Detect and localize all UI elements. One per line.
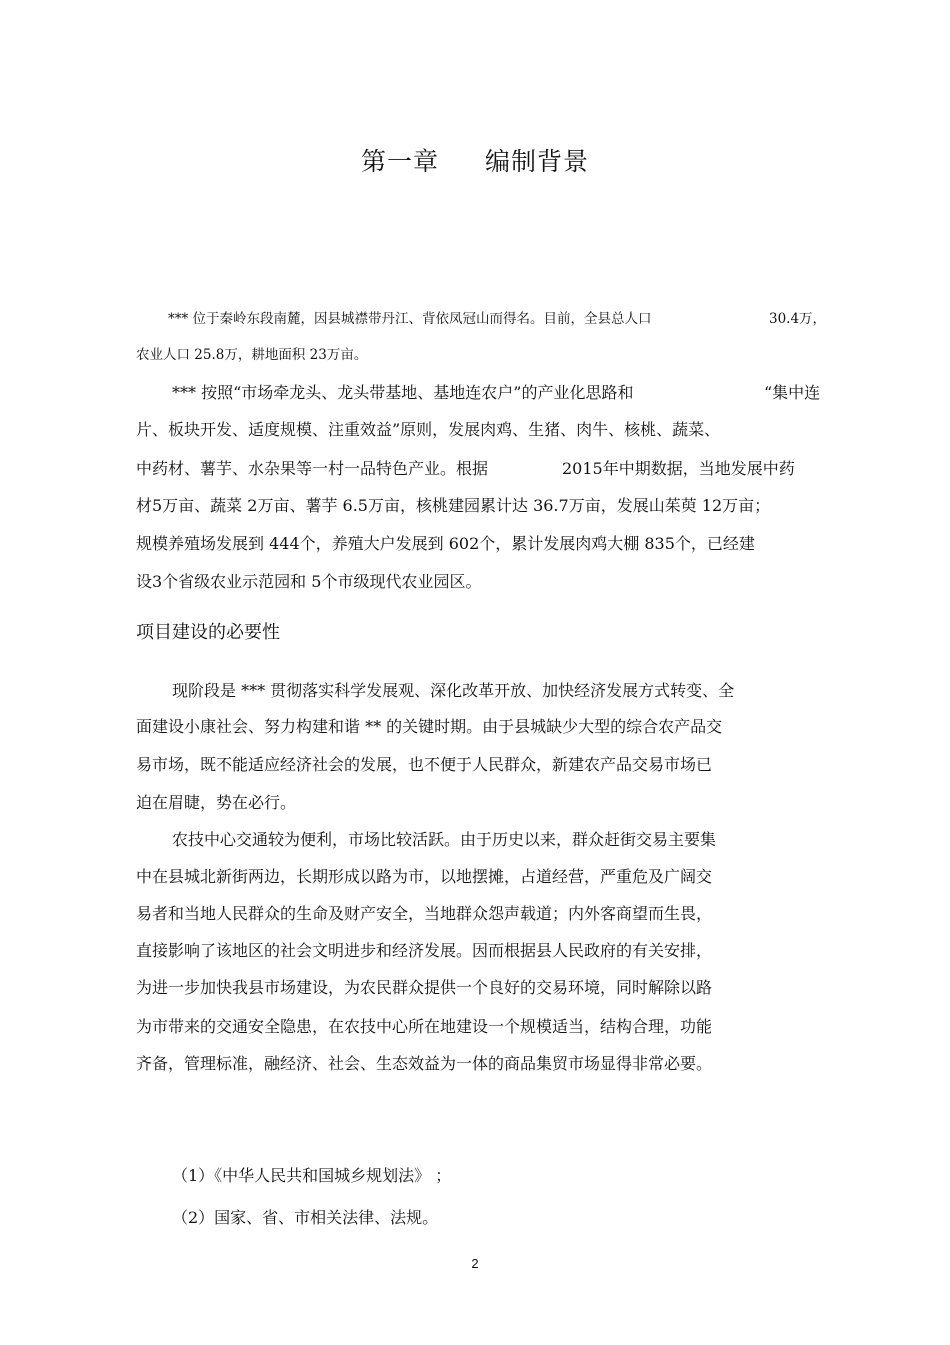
chapter-name: 编制背景 <box>485 147 590 176</box>
section-para1-line: 面建设小康社会、努力构建和谐 ** 的关键时期。由于县城缺少大型的综合农产品交 <box>136 717 723 736</box>
para2-line-6: 设3个省级农业示范园和 5个市级现代农业园区。 <box>136 572 482 591</box>
para2-line-1a: *** 按照“市场牵龙头、龙头带基地、基地连农户”的产业化思路和 <box>172 383 634 402</box>
section-para1-line: 易市场，既不能适应经济社会的发展，也不便于人民群众，新建农产品交易市场已 <box>136 755 713 774</box>
page-number: 2 <box>471 1256 479 1271</box>
para2-line-1b: “集中连 <box>764 383 821 402</box>
para2-line-3a: 中药材、薯芋、水杂果等一村一品特色产业。根据 <box>136 459 489 478</box>
section-para2-line: 为市带来的交通安全隐患，在农技中心所在地建设一个规模适当，结构合理，功能 <box>136 1017 713 1036</box>
para2-line-5: 规模养殖场发展到 444个，养殖大户发展到 602个，累计发展肉鸡大棚 835个，已经建 <box>136 534 755 553</box>
section-para2-line: 为进一步加快我县市场建设，为农民群众提供一个良好的交易环境，同时解除以路 <box>136 978 713 997</box>
section-para2-line: 中在县城北新街两边，长期形成以路为市，以地摆摊，占道经营，严重危及广阔交 <box>136 867 713 886</box>
section-heading: 项目建设的必要性 <box>136 622 280 643</box>
para2-line-2: 片、板块开发、适度规模、注重效益”原则，发展肉鸡、生猪、肉牛、核桃、蔬菜、 <box>136 420 721 439</box>
reference-item: （2）国家、省、市相关法律、法规。 <box>172 1208 439 1227</box>
section-para2-line: 易者和当地人民群众的生命及财产安全，当地群众怨声载道；内外客商望而生畏， <box>136 904 713 923</box>
section-para2-line: 直接影响了该地区的社会文明进步和经济发展。因而根据县人民政府的有关安排， <box>136 941 713 960</box>
intro-line-1b: 30.4万， <box>769 311 827 327</box>
section-para1-line: 迫在眉睫，势在必行。 <box>136 793 297 812</box>
reference-item: （1）《中华人民共和国城乡规划法》 ； <box>172 1166 452 1185</box>
section-para1-line: 现阶段是 *** 贯彻落实科学发展观、深化改革开放、加快经济发展方式转变、全 <box>172 681 735 700</box>
chapter-title <box>0 142 950 178</box>
section-para2-line: 农技中心交通较为便利，市场比较活跃。由于历史以来，群众赶街交易主要集 <box>172 830 717 849</box>
intro-line-2: 农业人口 25.8万，耕地面积 23万亩。 <box>136 347 368 363</box>
para2-line-4: 材5万亩、蔬菜 2万亩、薯芋 6.5万亩，核桃建园累计达 36.7万亩，发展山茱萸 12万亩； <box>136 496 771 515</box>
intro-line-1a: *** 位于秦岭东段南麓，因县城襟带丹江、背依凤冠山而得名。目前，全县总人口 <box>168 311 652 327</box>
chapter-number: 第一章 <box>360 147 439 176</box>
section-para2-line: 齐备，管理标准，融经济、社会、生态效益为一体的商品集贸市场显得非常必要。 <box>136 1054 713 1073</box>
para2-line-3b: 2015年中期数据，当地发展中药 <box>562 459 795 478</box>
